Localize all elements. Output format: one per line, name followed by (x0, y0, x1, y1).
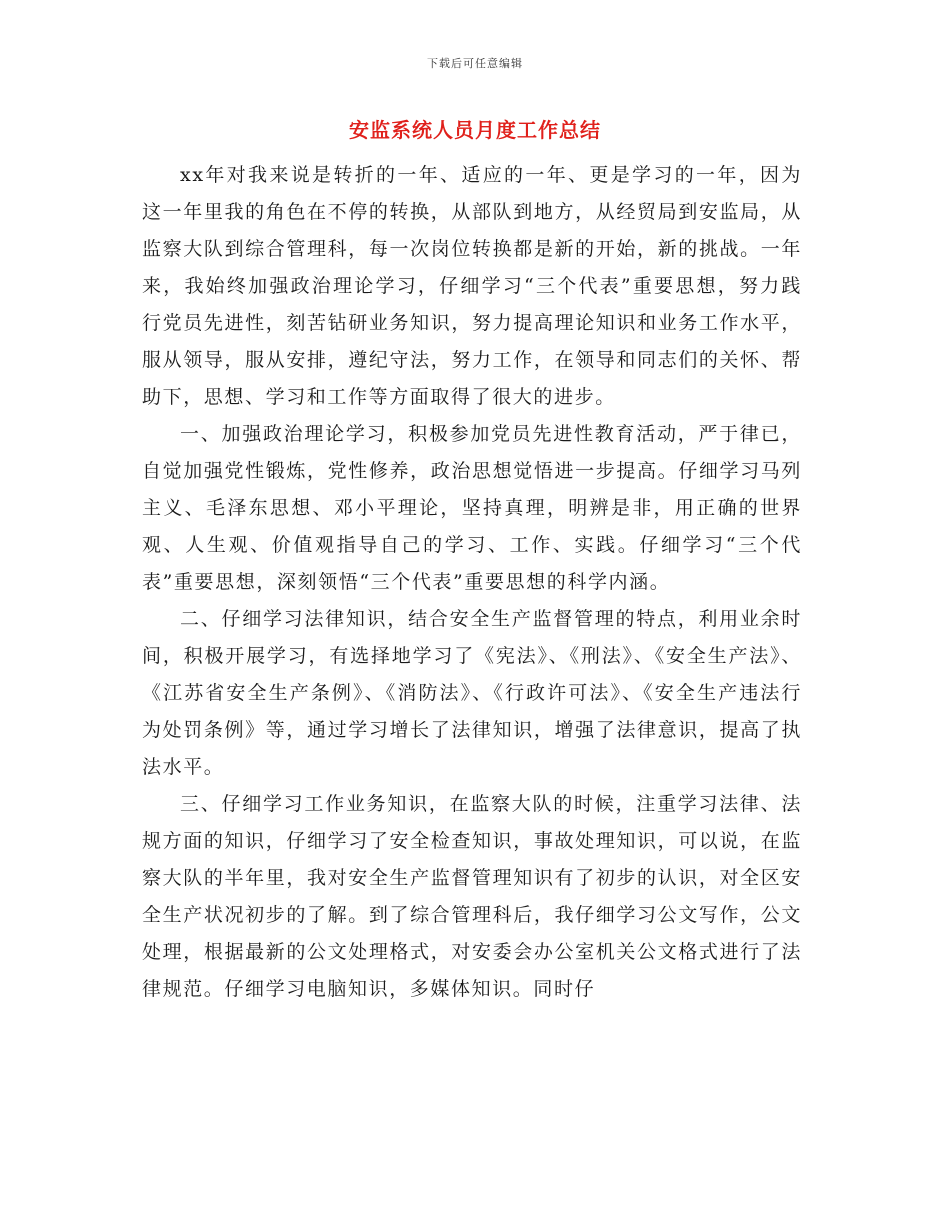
document-body (142, 157, 802, 1008)
paragraph-legal-study: 二、仔细学习法律知识，结合安全生产监督管理的特点，利用业余时间，积极开展学习，有选择地学习了《宪法》、《刑法》、《安全生产法》、《江苏省安全生产条例》、《消防法》、《行政许可法》、《安全生产违法行为处罚条例》等，通过学习增长了法律知识，增强了法律意识，提高了执法水平。 (142, 608, 802, 778)
paragraph-business-study: 三、仔细学习工作业务知识，在监察大队的时候，注重学习法律、法规方面的知识，仔细学习了安全检查知识，事故处理知识，可以说，在监察大队的半年里，我对安全生产监督管理知识有了初步的认识，对全区安全生产状况初步的了解。到了综合管理科后，我仔细学习公文写作，公文处理，根据最新的公文处理格式，对安委会办公室机关公文格式进行了法律规范。仔细学习电脑知识，多媒体知识。同时仔 (142, 793, 802, 1000)
paragraph-intro: xx年对我来说是转折的一年、适应的一年、更是学习的一年，因为这一年里我的角色在不停的转换，从部队到地方，从经贸局到安监局，从监察大队到综合管理科，每一次岗位转换都是新的开始，新的挑战。一年来，我始终加强政治理论学习，仔细学习“三个代表”重要思想，努力践行党员先进性，刻苦钻研业务知识，努力提高理论知识和业务工作水平，服从领导，服从安排，遵纪守法，努力工作，在领导和同志们的关怀、帮助下，思想、学习和工作等方面取得了很大的进步。 (142, 164, 802, 408)
document-title: 安监系统人员月度工作总结 (349, 118, 601, 142)
header-note: 下载后可任意编辑 (427, 57, 523, 70)
paragraph-political-study: 一、加强政治理论学习，积极参加党员先进性教育活动，严于律已，自觉加强党性锻炼，党性修养，政治思想觉悟进一步提高。仔细学习马列主义、毛泽东思想、邓小平理论，坚持真理，明辨是非，用正确的世界观、人生观、价值观指导自己的学习、工作、实践。仔细学习“三个代表”重要思想，深刻领悟“三个代表”重要思想的科学内涵。 (142, 423, 802, 593)
